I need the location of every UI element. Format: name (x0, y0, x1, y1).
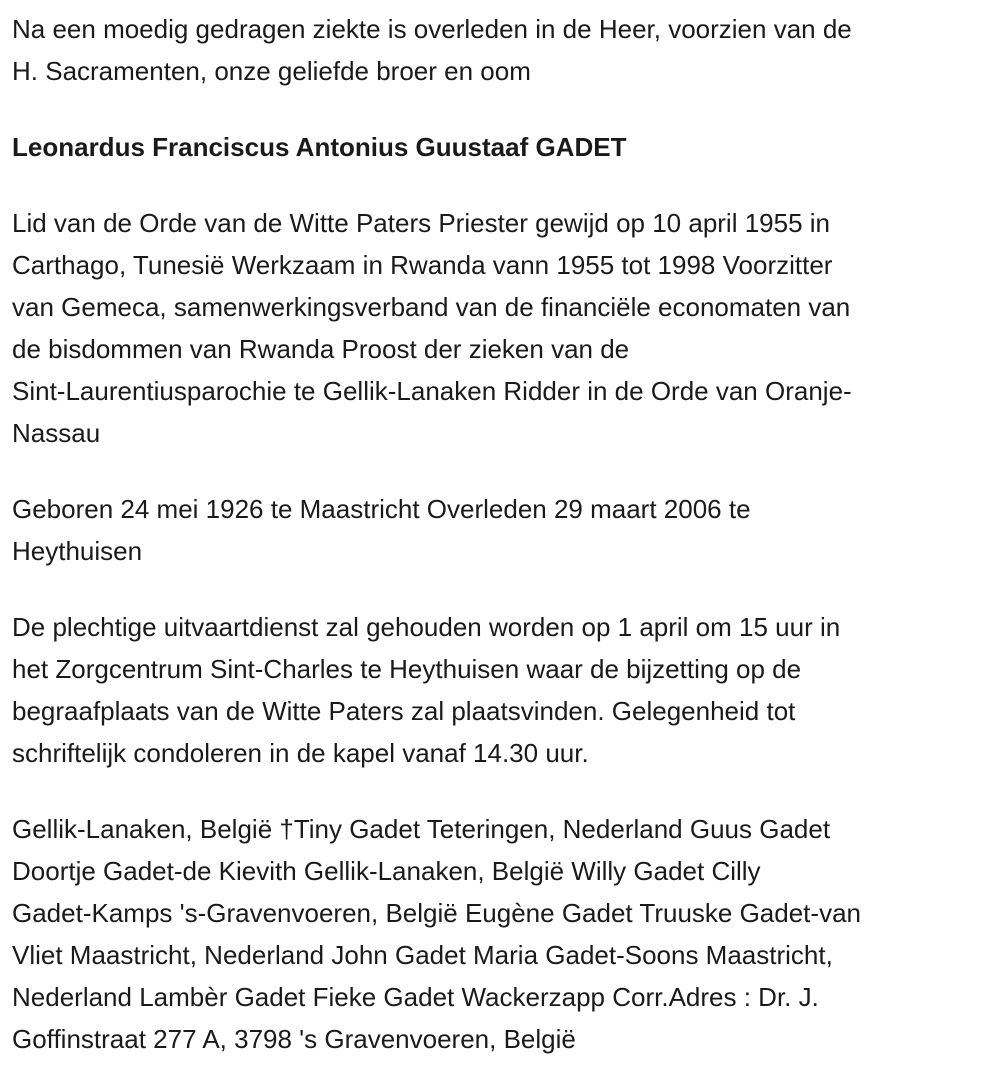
biography-paragraph-line-1: Lid van de Orde van de Witte Paters Priester gewijd op 10 april 1955 in (12, 208, 831, 238)
deceased-name-heading-line-1: Leonardus Franciscus Antonius Guustaaf GADET (12, 132, 627, 162)
paragraphs (12, 8, 988, 1060)
family-and-address-paragraph-line-4: Vliet Maastricht, Nederland John Gadet Maria Gadet-Soons Maastricht, (12, 940, 833, 970)
biography-paragraph-line-3: van Gemeca, samenwerkingsverband van de financiële economaten van (12, 292, 851, 322)
funeral-details-paragraph-line-3: begraafplaats van de Witte Paters zal plaatsvinden. Gelegenheid tot (12, 696, 796, 726)
intro-paragraph (12, 8, 988, 92)
funeral-details-paragraph (12, 606, 988, 774)
biography-paragraph-line-4: de bisdommen van Rwanda Proost der zieken van de (12, 334, 630, 364)
funeral-details-paragraph-line-2: het Zorgcentrum Sint-Charles te Heythuisen waar de bijzetting op de (12, 654, 802, 684)
birth-death-paragraph-line-1: Geboren 24 mei 1926 te Maastricht Overleden 29 maart 2006 te (12, 494, 751, 524)
birth-death-paragraph-line-2: Heythuisen (12, 536, 143, 566)
biography-paragraph-line-6: Nassau (12, 418, 101, 448)
family-and-address-paragraph (12, 808, 988, 1060)
family-and-address-paragraph-line-2: Doortje Gadet-de Kievith Gellik-Lanaken, België Willy Gadet Cilly (12, 856, 761, 886)
biography-paragraph (12, 202, 988, 454)
family-and-address-paragraph-line-1: Gellik-Lanaken, België †Tiny Gadet Teteringen, Nederland Guus Gadet (12, 814, 831, 844)
funeral-details-paragraph-line-1: De plechtige uitvaartdienst zal gehouden worden op 1 april om 15 uur in (12, 612, 841, 642)
biography-paragraph-line-2: Carthago, Tunesië Werkzaam in Rwanda vann 1955 tot 1998 Voorzitter (12, 250, 833, 280)
intro-paragraph-line-2: H. Sacramenten, onze geliefde broer en oom (12, 56, 531, 86)
birth-death-paragraph (12, 488, 988, 572)
family-and-address-paragraph-line-5: Nederland Lambèr Gadet Fieke Gadet Wackerzapp Corr.Adres : Dr. J. (12, 982, 819, 1012)
funeral-details-paragraph-line-4: schriftelijk condoleren in de kapel vanaf 14.30 uur. (12, 738, 589, 768)
family-and-address-paragraph-line-6: Goffinstraat 277 A, 3798 's Gravenvoeren, België (12, 1024, 576, 1054)
family-and-address-paragraph-line-3: Gadet-Kamps 's-Gravenvoeren, België Eugène Gadet Truuske Gadet-van (12, 898, 861, 928)
intro-paragraph-line-1: Na een moedig gedragen ziekte is overleden in de Heer, voorzien van de (12, 14, 852, 44)
biography-paragraph-line-5: Sint-Laurentiusparochie te Gellik-Lanaken Ridder in de Orde van Oranje- (12, 376, 852, 406)
deceased-name-heading (12, 126, 988, 168)
